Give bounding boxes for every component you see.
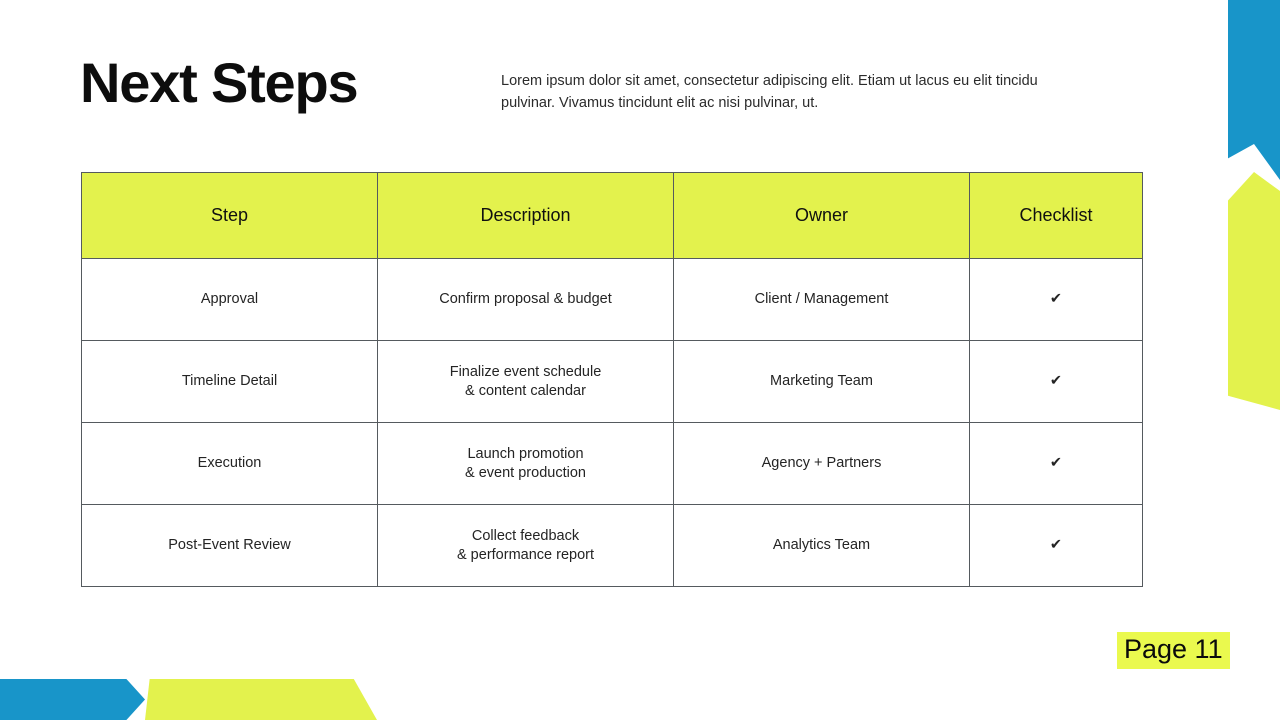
decorative-chevron-right-lime bbox=[1228, 172, 1280, 410]
cell-description bbox=[378, 505, 674, 587]
column-header-step: Step bbox=[82, 173, 378, 259]
cell-step: Timeline Detail bbox=[82, 341, 378, 423]
description-line-2: & event production bbox=[465, 464, 586, 481]
checkmark-icon[interactable]: ✔ bbox=[970, 259, 1143, 341]
cell-step: Approval bbox=[82, 259, 378, 341]
page-title: Next Steps bbox=[80, 51, 358, 114]
checkmark-icon[interactable]: ✔ bbox=[970, 423, 1143, 505]
decorative-chevron-bottom-lime bbox=[145, 679, 377, 720]
table-row bbox=[82, 505, 1143, 587]
table-row bbox=[82, 423, 1143, 505]
checkmark-icon[interactable]: ✔ bbox=[970, 505, 1143, 587]
checkmark-icon[interactable]: ✔ bbox=[970, 341, 1143, 423]
column-header-description: Description bbox=[378, 173, 674, 259]
cell-step: Post-Event Review bbox=[82, 505, 378, 587]
table-header bbox=[82, 173, 1143, 259]
cell-owner: Analytics Team bbox=[674, 505, 970, 587]
description-line-1: Confirm proposal & budget bbox=[439, 291, 612, 307]
cell-owner: Agency + Partners bbox=[674, 423, 970, 505]
cell-description bbox=[378, 423, 674, 505]
decorative-chevron-right-blue bbox=[1228, 0, 1280, 180]
page-number-badge: Page 11 bbox=[1117, 632, 1230, 669]
cell-description bbox=[378, 341, 674, 423]
next-steps-table-container bbox=[81, 172, 1142, 587]
intro-line-1: Lorem ipsum dolor sit amet, consectetur adipiscing elit. Etiam ut lacus eu elit tincidu bbox=[501, 73, 1038, 89]
description-line-1: Launch promotion bbox=[467, 445, 584, 462]
description-line-2: & content calendar bbox=[465, 382, 586, 399]
table-body bbox=[82, 259, 1143, 587]
cell-description bbox=[378, 259, 674, 341]
table-header-row bbox=[82, 173, 1143, 259]
intro-paragraph bbox=[501, 70, 1144, 114]
description-line-1: Finalize event schedule bbox=[449, 363, 602, 380]
decorative-chevron-bottom-blue bbox=[0, 679, 145, 720]
intro-line-2: pulvinar. Vivamus tincidunt elit ac nisi pulvinar, ut. bbox=[501, 95, 819, 111]
column-header-owner: Owner bbox=[674, 173, 970, 259]
column-header-checklist: Checklist bbox=[970, 173, 1143, 259]
table-row bbox=[82, 259, 1143, 341]
cell-step: Execution bbox=[82, 423, 378, 505]
cell-owner: Client / Management bbox=[674, 259, 970, 341]
description-line-2: & performance report bbox=[456, 546, 594, 563]
cell-owner: Marketing Team bbox=[674, 341, 970, 423]
description-line-1: Collect feedback bbox=[471, 527, 580, 544]
next-steps-table bbox=[81, 172, 1143, 587]
table-row bbox=[82, 341, 1143, 423]
